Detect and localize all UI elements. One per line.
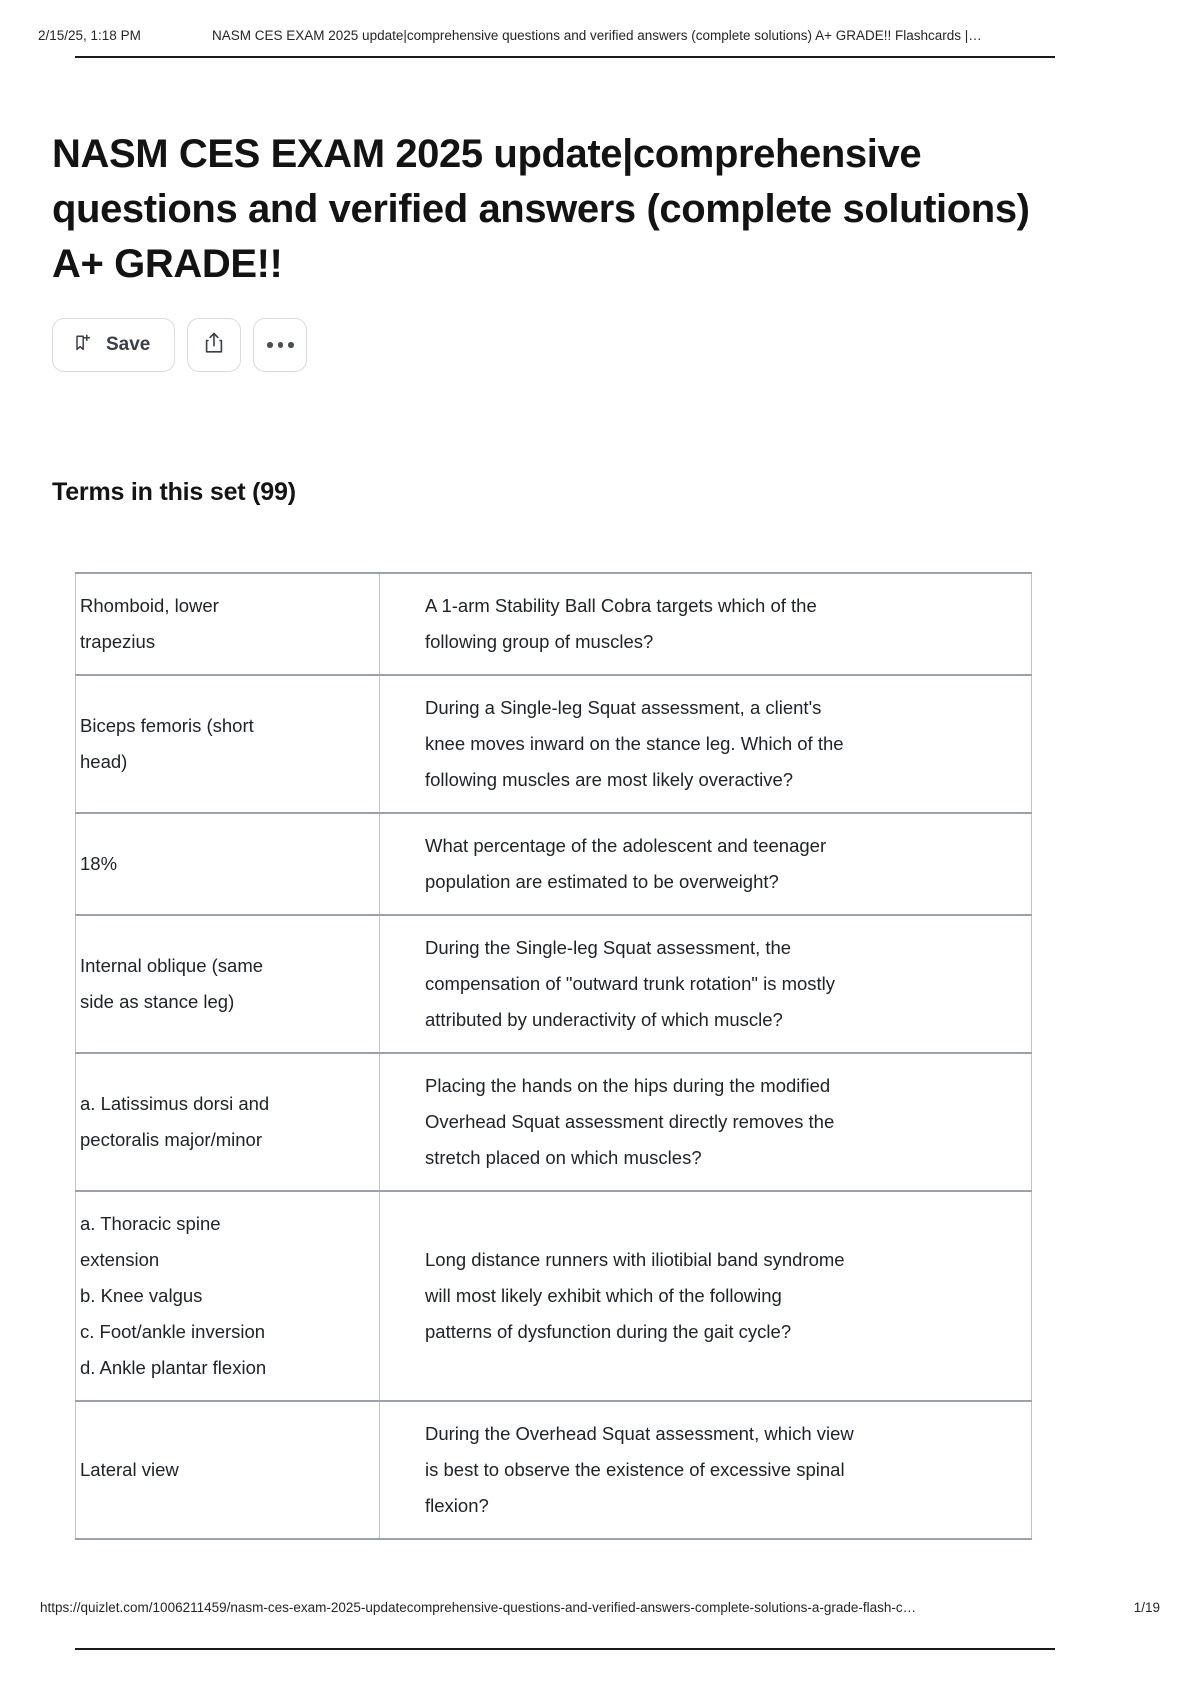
term-line: Internal oblique (same xyxy=(80,955,264,976)
definition-line: following muscles are most likely overactive? xyxy=(425,769,794,790)
term-line: a. Thoracic spine xyxy=(80,1213,221,1234)
term-line: Rhomboid, lower xyxy=(80,595,219,616)
term-line: trapezius xyxy=(80,631,156,652)
definition-cell xyxy=(380,1401,1032,1539)
page-title: NASM CES EXAM 2025 update|comprehensive questions and verified answers (complete solutions) A+ GRADE!! xyxy=(52,131,1030,286)
terms-section-heading: Terms in this set (99) xyxy=(52,478,296,506)
table-row[interactable] xyxy=(76,1191,1032,1401)
definition-line: flexion? xyxy=(425,1495,489,1516)
print-footer-url[interactable]: https://quizlet.com/1006211459/nasm-ces-exam-2025-updatecomprehensive-questions-and-verified-answers-complete-solutions-a-grade-flash-c… xyxy=(40,1600,917,1615)
definition-line: is best to observe the existence of excessive spinal xyxy=(425,1459,845,1480)
table-row[interactable] xyxy=(76,1401,1032,1539)
term-line: head) xyxy=(80,751,128,772)
term-cell xyxy=(76,813,380,915)
definition-cell xyxy=(380,1053,1032,1191)
header-divider xyxy=(75,56,1055,58)
term-line: Biceps femoris (short xyxy=(80,715,254,736)
table-row[interactable] xyxy=(76,573,1032,675)
definition-line: What percentage of the adolescent and teenager xyxy=(425,835,827,856)
definition-line: knee moves inward on the stance leg. Which of the xyxy=(425,733,844,754)
definition-line: following group of muscles? xyxy=(425,631,654,652)
definition-cell xyxy=(380,915,1032,1053)
term-cell xyxy=(76,573,380,675)
definition-line: During a Single-leg Squat assessment, a client's xyxy=(425,697,822,718)
table-row[interactable] xyxy=(76,675,1032,813)
term-line: 18% xyxy=(80,853,118,874)
print-footer-page-number: 1/19 xyxy=(1133,1600,1160,1615)
term-line: side as stance leg) xyxy=(80,991,235,1012)
definition-line: Placing the hands on the hips during the modified xyxy=(425,1075,831,1096)
share-button[interactable] xyxy=(187,318,241,372)
term-cell xyxy=(76,675,380,813)
definition-cell xyxy=(380,1191,1032,1401)
definition-cell xyxy=(380,675,1032,813)
definition-line: During the Overhead Squat assessment, which view xyxy=(425,1423,854,1444)
definition-line: will most likely exhibit which of the following xyxy=(425,1285,782,1306)
ellipsis-icon xyxy=(267,342,294,348)
save-button-label: Save xyxy=(106,334,151,355)
print-header-title: NASM CES EXAM 2025 update|comprehensive questions and verified answers (complete solutions) A+ GRADE!! Flashcards |… xyxy=(212,28,982,43)
term-cell xyxy=(76,1053,380,1191)
definition-line: Overhead Squat assessment directly removes the xyxy=(425,1111,835,1132)
term-line: pectoralis major/minor xyxy=(80,1129,262,1150)
term-cell xyxy=(76,1191,380,1401)
table-row[interactable] xyxy=(76,813,1032,915)
term-cell xyxy=(76,1401,380,1539)
bookmark-plus-icon xyxy=(73,333,93,358)
term-line: a. Latissimus dorsi and xyxy=(80,1093,270,1114)
table-row[interactable] xyxy=(76,915,1032,1053)
definition-line: compensation of "outward trunk rotation" is mostly xyxy=(425,973,836,994)
definition-cell xyxy=(380,573,1032,675)
action-bar xyxy=(52,318,307,372)
definition-line: population are estimated to be overweight? xyxy=(425,871,779,892)
share-icon xyxy=(203,331,225,360)
print-header-date: 2/15/25, 1:18 PM xyxy=(38,28,141,43)
save-button[interactable] xyxy=(52,318,175,372)
footer-divider xyxy=(75,1648,1055,1650)
term-line: Lateral view xyxy=(80,1459,179,1480)
definition-line: attributed by underactivity of which muscle? xyxy=(425,1009,783,1030)
terms-table xyxy=(75,572,1032,1540)
term-line: d. Ankle plantar flexion xyxy=(80,1357,267,1378)
print-header xyxy=(0,28,1200,58)
more-options-button[interactable] xyxy=(253,318,307,372)
definition-line: A 1-arm Stability Ball Cobra targets which of the xyxy=(425,595,817,616)
definition-line: During the Single-leg Squat assessment, the xyxy=(425,937,792,958)
definition-cell xyxy=(380,813,1032,915)
term-line: extension xyxy=(80,1249,160,1270)
term-line: b. Knee valgus xyxy=(80,1285,203,1306)
term-line: c. Foot/ankle inversion xyxy=(80,1321,266,1342)
definition-line: patterns of dysfunction during the gait cycle? xyxy=(425,1321,792,1342)
term-cell xyxy=(76,915,380,1053)
table-row[interactable] xyxy=(76,1053,1032,1191)
print-footer xyxy=(0,1600,1200,1624)
definition-line: Long distance runners with iliotibial band syndrome xyxy=(425,1249,845,1270)
definition-line: stretch placed on which muscles? xyxy=(425,1147,702,1168)
terms-table-body xyxy=(76,573,1032,1539)
